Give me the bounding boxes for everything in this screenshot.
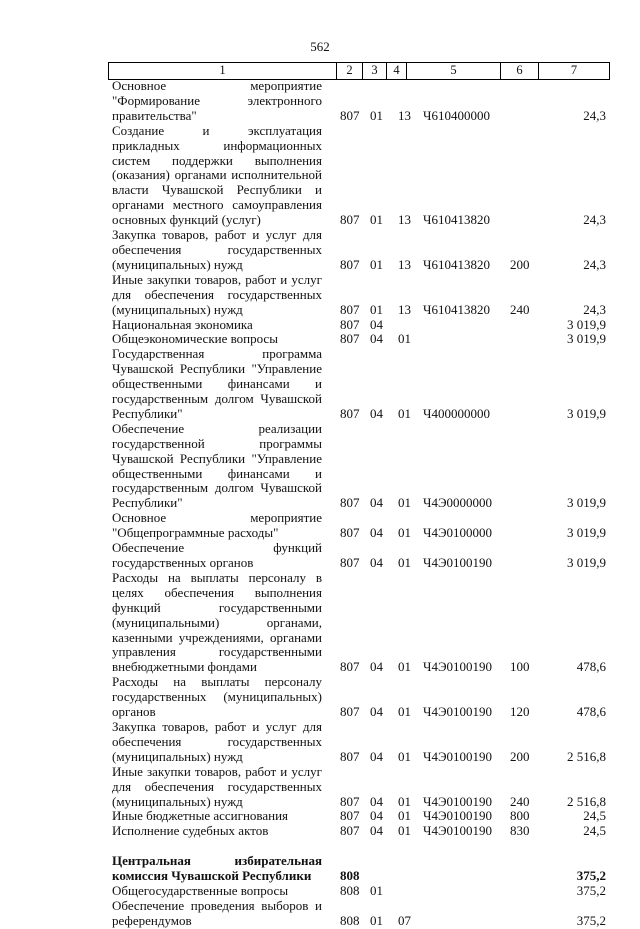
row-cell-c2: 807 (340, 793, 360, 809)
row-cell-c7: 375,2 (576, 912, 606, 928)
header-col-6: 6 (500, 63, 538, 79)
row-cell-c4: 01 (398, 659, 411, 675)
table-row (108, 347, 610, 422)
table-row (108, 765, 610, 810)
table-row (108, 318, 610, 333)
row-cell-c2: 807 (340, 808, 360, 824)
row-description: Иные закупки товаров, работ и услуг для обеспечения государственных (муниципальных) нужд (112, 271, 322, 317)
row-cell-c4: 01 (398, 405, 411, 421)
row-description: Закупка товаров, работ и услуг для обеспечения государственных (муниципальных) нужд (112, 718, 322, 764)
row-cell-c4: 13 (398, 212, 411, 228)
row-cell-c6: 240 (510, 301, 530, 317)
row-description: Обеспечение реализации государственной программы Чувашской Республики "Управление общественными финансами и государственным долгом Чувашской Республики" (112, 420, 322, 511)
row-cell-c5: Ч4Э0100190 (423, 808, 493, 824)
row-description: Национальная экономика (112, 316, 253, 332)
row-cell-c7: 24,3 (583, 256, 606, 272)
row-description: Центральная избирательная комиссия Чувашской Республики (112, 853, 322, 884)
row-cell-c4: 01 (398, 808, 411, 824)
row-cell-c2: 807 (340, 704, 360, 720)
row-cell-c5: Ч4Э0100000 (423, 525, 493, 541)
row-cell-c2: 807 (340, 405, 360, 421)
row-cell-c3: 04 (370, 331, 383, 347)
row-cell-c2: 807 (340, 212, 360, 228)
row-cell-c5: Ч4Э0100190 (423, 823, 493, 839)
row-cell-c7: 2 516,8 (567, 793, 606, 809)
row-cell-c6: 200 (510, 748, 530, 764)
table-row (108, 124, 610, 228)
row-cell-c3: 04 (370, 525, 383, 541)
row-cell-c6: 240 (510, 793, 530, 809)
row-cell-c5: Ч610400000 (423, 107, 490, 123)
row-cell-c4: 01 (398, 525, 411, 541)
row-cell-c3: 04 (370, 823, 383, 839)
row-cell-c7: 2 516,8 (567, 748, 606, 764)
row-cell-c3: 01 (370, 212, 383, 228)
row-cell-c6: 200 (510, 256, 530, 272)
row-cell-c4: 13 (398, 301, 411, 317)
row-cell-c5: Ч4Э0100190 (423, 659, 493, 675)
row-cell-c4: 13 (398, 256, 411, 272)
row-cell-c4: 01 (398, 555, 411, 570)
table-row (108, 884, 610, 899)
header-col-2: 2 (336, 63, 362, 79)
row-cell-c2: 807 (340, 555, 360, 570)
row-description: Расходы на выплаты персоналу государственных (муниципальных) органов (112, 674, 322, 720)
row-description: Обеспечение функций государственных органов (112, 540, 322, 570)
row-cell-c3: 04 (370, 405, 383, 421)
row-cell-c6: 120 (510, 704, 530, 720)
row-cell-c5: Ч400000000 (423, 405, 490, 421)
row-cell-c7: 3 019,9 (567, 331, 606, 347)
row-description: Исполнение судебных актов (112, 823, 269, 839)
row-cell-c7: 3 019,9 (567, 525, 606, 541)
table-row (108, 273, 610, 318)
table-row (108, 228, 610, 273)
row-cell-c5: Ч610413820 (423, 212, 490, 228)
row-cell-c2: 807 (340, 301, 360, 317)
row-description: Основное мероприятие "Общепрограммные расходы" (112, 510, 322, 541)
row-description: Государственная программа Чувашской Республики "Управление общественными финансами и государственным долгом Чувашской Республики" (112, 346, 322, 421)
row-cell-c3: 01 (370, 912, 383, 928)
row-description: Общегосударственные вопросы (112, 882, 289, 898)
row-description: Закупка товаров, работ и услуг для обеспечения государственных (муниципальных) нужд (112, 227, 322, 272)
row-cell-c4: 01 (398, 331, 411, 347)
row-cell-c7: 3 019,9 (567, 316, 606, 332)
row-cell-c3: 01 (370, 301, 383, 317)
row-cell-c2: 807 (340, 748, 360, 764)
row-cell-c7: 24,3 (583, 301, 606, 317)
table-body (108, 79, 610, 929)
page-number: 562 (310, 39, 330, 54)
header-col-1: 1 (108, 63, 336, 79)
row-cell-c2: 808 (340, 868, 360, 884)
row-cell-c2: 807 (340, 823, 360, 839)
row-cell-c3: 01 (370, 882, 383, 898)
table-row (108, 422, 610, 511)
table-row (108, 332, 610, 347)
row-cell-c3: 01 (370, 107, 383, 123)
row-cell-c4: 01 (398, 793, 411, 809)
row-cell-c7: 24,3 (583, 107, 606, 123)
header-col-4: 4 (386, 63, 406, 79)
row-cell-c2: 807 (340, 256, 360, 272)
row-cell-c3: 04 (370, 793, 383, 809)
row-description: Основное мероприятие "Формирование электронного правительства" (112, 78, 322, 123)
row-cell-c3: 04 (370, 704, 383, 720)
row-cell-c7: 478,6 (576, 659, 606, 675)
row-cell-c3: 04 (370, 808, 383, 824)
row-cell-c5: Ч4Э0100190 (423, 555, 493, 570)
table-row (108, 899, 610, 929)
row-cell-c3: 04 (370, 316, 383, 332)
row-cell-c6: 800 (510, 808, 530, 824)
row-cell-c6: 100 (510, 659, 530, 675)
table-row (108, 571, 610, 675)
table-row (108, 720, 610, 765)
row-cell-c2: 807 (340, 525, 360, 541)
row-cell-c7: 24,5 (583, 808, 606, 824)
row-cell-c5: Ч4Э0100190 (423, 748, 493, 764)
row-cell-c2: 807 (340, 331, 360, 347)
row-cell-c7: 24,3 (583, 212, 606, 228)
table-row (108, 854, 610, 884)
row-cell-c3: 04 (370, 748, 383, 764)
row-cell-c6: 830 (510, 823, 530, 839)
row-cell-c4: 07 (398, 912, 411, 928)
row-cell-c2: 807 (340, 495, 360, 511)
row-cell-c5: Ч610413820 (423, 256, 490, 272)
table-row (108, 824, 610, 839)
row-description: Создание и эксплуатация прикладных информационных систем поддержки выполнения (оказания) органами исполнительной власти Чувашской Республики и органами местного самоуправления основных функций (услуг) (112, 122, 322, 228)
row-cell-c3: 04 (370, 659, 383, 675)
row-cell-c4: 01 (398, 748, 411, 764)
table-row (108, 675, 610, 720)
row-cell-c2: 808 (340, 882, 360, 898)
header-col-5: 5 (406, 63, 500, 79)
row-cell-c4: 01 (398, 823, 411, 839)
row-cell-c7: 3 019,9 (567, 495, 606, 511)
row-cell-c5: Ч4Э0000000 (423, 495, 493, 511)
row-cell-c5: Ч610413820 (423, 301, 490, 317)
table-row (108, 541, 610, 571)
table-row (108, 511, 610, 541)
row-cell-c2: 808 (340, 912, 360, 928)
row-cell-c3: 04 (370, 495, 383, 511)
row-cell-c7: 375,2 (576, 868, 606, 884)
row-cell-c2: 807 (340, 316, 360, 332)
row-cell-c3: 01 (370, 256, 383, 272)
row-cell-c7: 24,5 (583, 823, 606, 839)
row-description: Расходы на выплаты персоналу в целях обеспечения выполнения функций государственными (муниципальными) органами, казенными учреждениями, органами управления государственными внебюджетными фондами (112, 569, 322, 675)
row-cell-c4: 13 (398, 107, 411, 123)
row-cell-c5: Ч4Э0100190 (423, 793, 493, 809)
header-col-7: 7 (538, 63, 610, 79)
row-description: Обеспечение проведения выборов и референдумов (112, 897, 322, 928)
row-description: Общеэкономические вопросы (112, 331, 278, 347)
row-cell-c2: 807 (340, 659, 360, 675)
table-spacer (108, 839, 610, 854)
row-cell-c7: 3 019,9 (567, 405, 606, 421)
table-row (108, 79, 610, 124)
row-cell-c5: Ч4Э0100190 (423, 704, 493, 720)
row-cell-c7: 375,2 (576, 882, 606, 898)
row-cell-c4: 01 (398, 495, 411, 511)
header-col-3: 3 (362, 63, 386, 79)
row-description: Иные бюджетные ассигнования (112, 808, 289, 824)
row-cell-c4: 01 (398, 704, 411, 720)
table-row (108, 809, 610, 824)
row-cell-c7: 3 019,9 (567, 555, 606, 570)
row-cell-c7: 478,6 (576, 704, 606, 720)
row-cell-c3: 04 (370, 555, 383, 570)
row-description: Иные закупки товаров, работ и услуг для обеспечения государственных (муниципальных) нужд (112, 763, 322, 809)
row-cell-c2: 807 (340, 107, 360, 123)
